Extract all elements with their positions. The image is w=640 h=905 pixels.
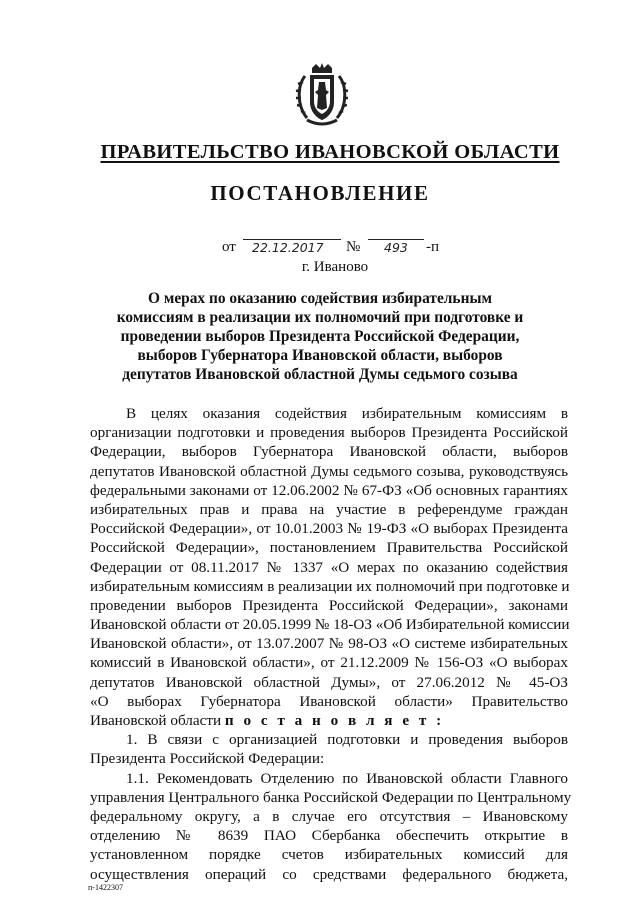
item-1-1-line: отделению № 8639 ПАО Сбербанка обеспечить открытие в <box>90 827 568 845</box>
body-line: избирательным комиссиям в реализации их полномочий при подготовке и <box>90 577 570 595</box>
body-line: Ивановской области от 20.05.1999 № 18-ОЗ «Об Избирательной комиссии <box>90 616 570 634</box>
number-prefix: № <box>346 239 361 255</box>
item-1-line: Президента Российской Федерации: <box>90 750 325 768</box>
body-line: Российской Федерации», от 10.01.2003 № 19-ФЗ «О выборах Президента <box>90 520 568 538</box>
organization-name: ПРАВИТЕЛЬСТВО ИВАНОВСКОЙ ОБЛАСТИ <box>100 141 560 163</box>
title-line: проведении выборов Президента Российской Федерации, <box>120 328 520 345</box>
document-body <box>90 404 572 884</box>
title-line: комиссиям в реализации их полномочий при подготовке и <box>116 309 524 326</box>
item-1-1-line: федеральному округу, а в случае его отсутствия – Ивановскому <box>90 807 568 825</box>
item-1-1-line: установленном порядке счетов избирательных комиссий для <box>90 846 568 864</box>
number-value: 493 <box>384 240 408 255</box>
title-line: депутатов Ивановской областной Думы седьмого созыва <box>122 366 518 383</box>
item-1-1-line: управления Центрального банка Российской Федерации по Центральному <box>90 788 572 806</box>
body-line: депутатов Ивановской областной Думы», от 27.06.2012 № 45-ОЗ <box>90 673 568 691</box>
body-line: Ивановской области», от 13.07.2007 № 98-ОЗ «О системе избирательных <box>90 635 568 653</box>
body-line: избирательных прав и права на участие в референдуме граждан <box>90 500 568 518</box>
title-line: выборов Губернатора Ивановской области, выборов <box>137 347 503 364</box>
date-prefix: от <box>222 239 236 255</box>
body-line: «О выборах Губернатора Ивановской области» Правительство <box>90 692 568 710</box>
item-1-1-line: осуществления операций со средствами федерального бюджета, <box>90 865 568 883</box>
document-title <box>106 289 534 384</box>
body-line: В целях оказания содействия избирательным комиссиям в <box>126 405 568 422</box>
body-line: Федерации от 08.11.2017 № 1337 «О мерах по оказанию содействия <box>90 558 568 576</box>
date-number-line <box>222 239 442 259</box>
body-line: депутатов Ивановской областной Думы седьмого созыва, руководствуясь <box>90 462 568 480</box>
city: г. Иваново <box>301 259 369 275</box>
date-value: 22.12.2017 <box>252 240 324 255</box>
coat-of-arms-icon <box>293 62 351 128</box>
body-line: проведении выборов Президента Российской Федерации», законами <box>90 596 568 614</box>
number-suffix: -п <box>426 239 440 255</box>
body-line: Российской Федерации», постановлением Правительства Российской <box>90 539 568 557</box>
document-type: ПОСТАНОВЛЕНИЕ <box>210 181 430 205</box>
title-line: О мерах по оказанию содействия избирательным <box>148 290 492 307</box>
body-line: организации подготовки и проведения выборов Президента Российской <box>90 424 568 442</box>
body-line: Федерации, выборов Губернатора Ивановской области, выборов <box>90 443 568 461</box>
decree-keyword: п о с т а н о в л я е т : <box>224 712 445 729</box>
item-1-line: 1. В связи с организацией подготовки и проведения выборов <box>126 731 568 749</box>
decree-prefix: Ивановской области <box>90 712 222 729</box>
footer-code: п-1422307 <box>88 883 123 892</box>
body-line: комиссий в Ивановской области», от 21.12.2009 № 156-ОЗ «О выборах <box>90 654 568 672</box>
item-1-1-line: 1.1. Рекомендовать Отделению по Ивановской области Главного <box>126 769 568 787</box>
decree-line <box>90 711 568 730</box>
body-line: федеральными законами от 12.06.2002 № 67-ФЗ «Об основных гарантиях <box>90 481 568 499</box>
